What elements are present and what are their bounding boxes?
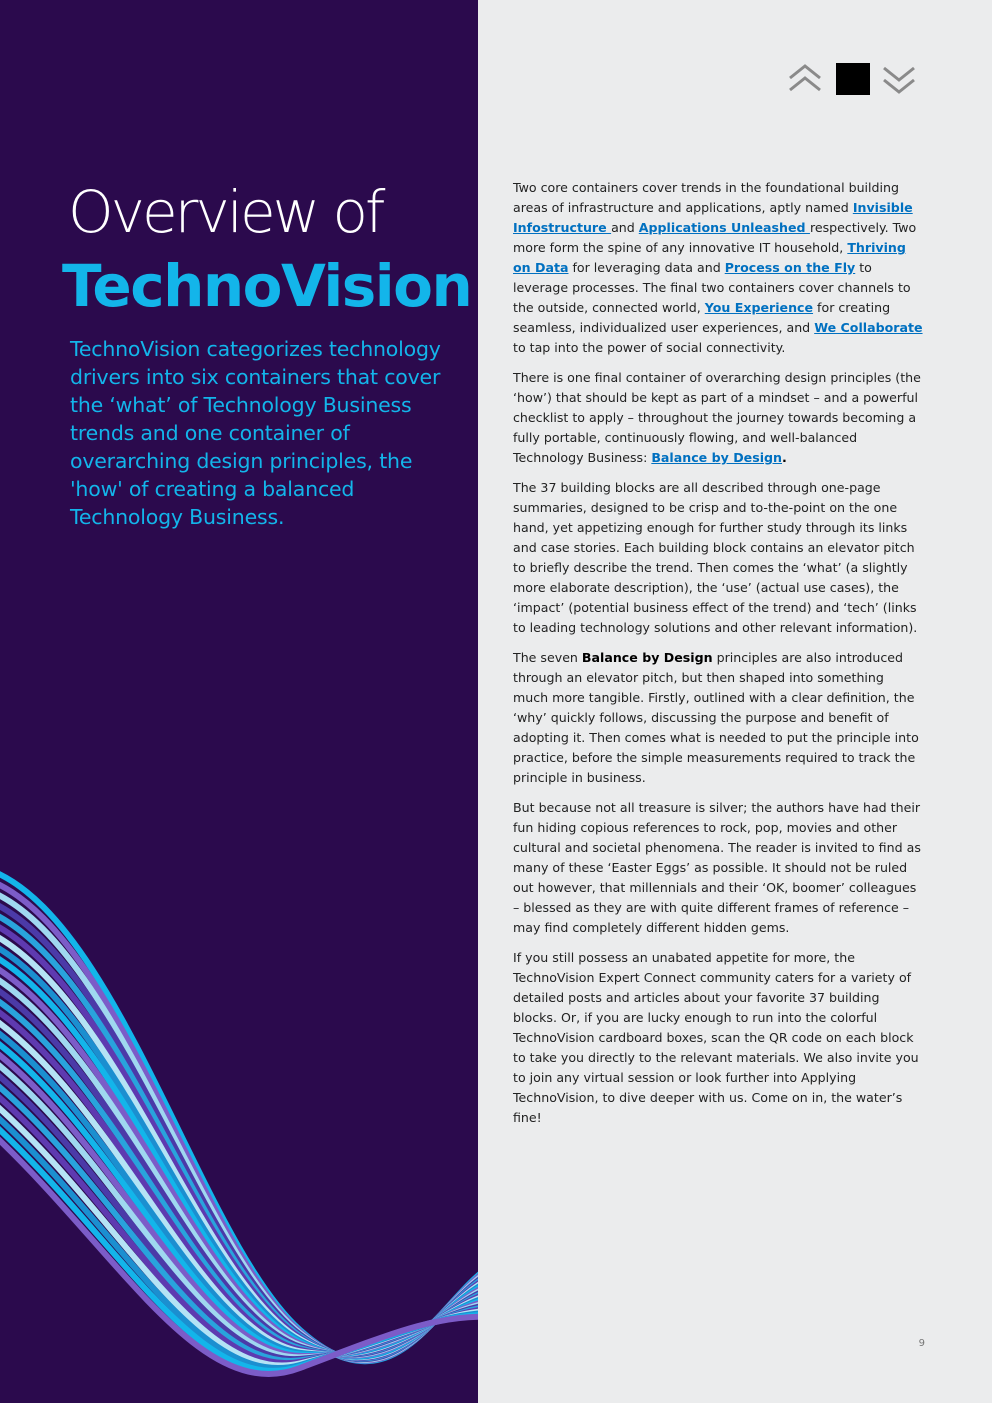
double-chevron-down-icon[interactable]	[880, 62, 918, 96]
text: respectively. Two more form the spine of any innovative IT household,	[513, 220, 917, 255]
page-navigation	[786, 62, 920, 96]
text: Two core containers cover trends in the foundational building areas of infrastructure and applications, aptly named	[513, 180, 900, 215]
left-panel	[0, 0, 478, 1403]
text: .	[782, 450, 787, 465]
link-we-collaborate[interactable]: We Collaborate	[814, 320, 923, 335]
body-text	[513, 178, 923, 1138]
text: for creating seamless, individualized user experiences, and	[513, 300, 891, 335]
bold-balance-by-design: Balance by Design	[581, 650, 713, 665]
text: to leverage processes. The final two containers cover channels to the outside, connected world,	[513, 260, 911, 315]
link-you-experience[interactable]: You Experience	[704, 300, 814, 315]
square-icon[interactable]	[836, 63, 870, 95]
text: The seven	[513, 650, 582, 665]
paragraph-4	[513, 648, 923, 788]
link-invisible-infostructure[interactable]: Invisible Infostructure	[513, 200, 913, 235]
link-applications-unleashed[interactable]: Applications Unleashed	[638, 220, 810, 235]
text: for leveraging data and	[568, 260, 725, 275]
link-thriving-on-data[interactable]: Thriving on Data	[513, 240, 906, 275]
paragraph-2	[513, 368, 923, 468]
link-process-on-the-fly[interactable]: Process on the Fly	[724, 260, 856, 275]
title-line-1: Overview of	[68, 178, 383, 246]
paragraph-3: The 37 building blocks are all described through one-page summaries, designed to be crisp and to-the-point on the one hand, yet appetizing enough for further study through its links and case stories. Each building block contains an elevator pitch to briefly describe the trend. Then comes the ‘what’ (a slightly more elaborate description), the ‘use’ (actual use cases), the ‘impact’ (potential business effect of the trend) and ‘tech’ (links to leading technology solutions and other relevant information).	[513, 480, 918, 635]
title-line-2: TechnoVision	[62, 252, 472, 320]
page-number: 9	[918, 1338, 925, 1349]
text: principles are also introduced through an elevator pitch, but then shaped into something much more tangible. Firstly, outlined with a clear definition, the ‘why’ quickly follows, discussing the purpose and benefit of adopting it. Then comes what is needed to put the principle into practice, before the simple measurements required to track the principle in business.	[513, 650, 919, 785]
double-chevron-up-icon[interactable]	[786, 62, 824, 96]
text: and	[611, 220, 639, 235]
paragraph-1	[513, 178, 923, 358]
paragraph-5: But because not all treasure is silver; the authors have had their fun hiding copious references to rock, pop, movies and other cultural and societal phenomena. The reader is invited to find as many of these ‘Easter Eggs’ as possible. It should not be ruled out however, that millennials and their ‘OK, boomer’ colleagues – blessed as they are with quite different frames of reference – may find completely different hidden gems.	[513, 800, 921, 935]
text: There is one final container of overarching design principles (the ‘how’) that should be kept as part of a mindset – and a powerful checklist to apply – throughout the journey towards becoming a fully portable, continuously flowing, and well-balanced Technology Business:	[513, 370, 921, 465]
paragraph-6: If you still possess an unabated appetite for more, the TechnoVision Expert Connect community caters for a variety of detailed posts and articles about your favorite 37 building blocks. Or, if you are lucky enough to run into the colorful TechnoVision cardboard boxes, scan the QR code on each block to take you directly to the relevant materials. We also invite you to join any virtual session or look further into Applying TechnoVision, to dive deeper with us. Come on in, the water’s fine!	[513, 950, 919, 1125]
wave-lines-decoration	[0, 860, 478, 1403]
link-balance-by-design[interactable]: Balance by Design	[651, 450, 782, 465]
text: to tap into the power of social connectivity.	[513, 340, 786, 355]
intro-text: TechnoVision categorizes technology drivers into six containers that cover the ‘what’ of Technology Business trends and one container of overarching design principles, the 'how' of creating a balanced Technology Business.	[70, 337, 441, 529]
